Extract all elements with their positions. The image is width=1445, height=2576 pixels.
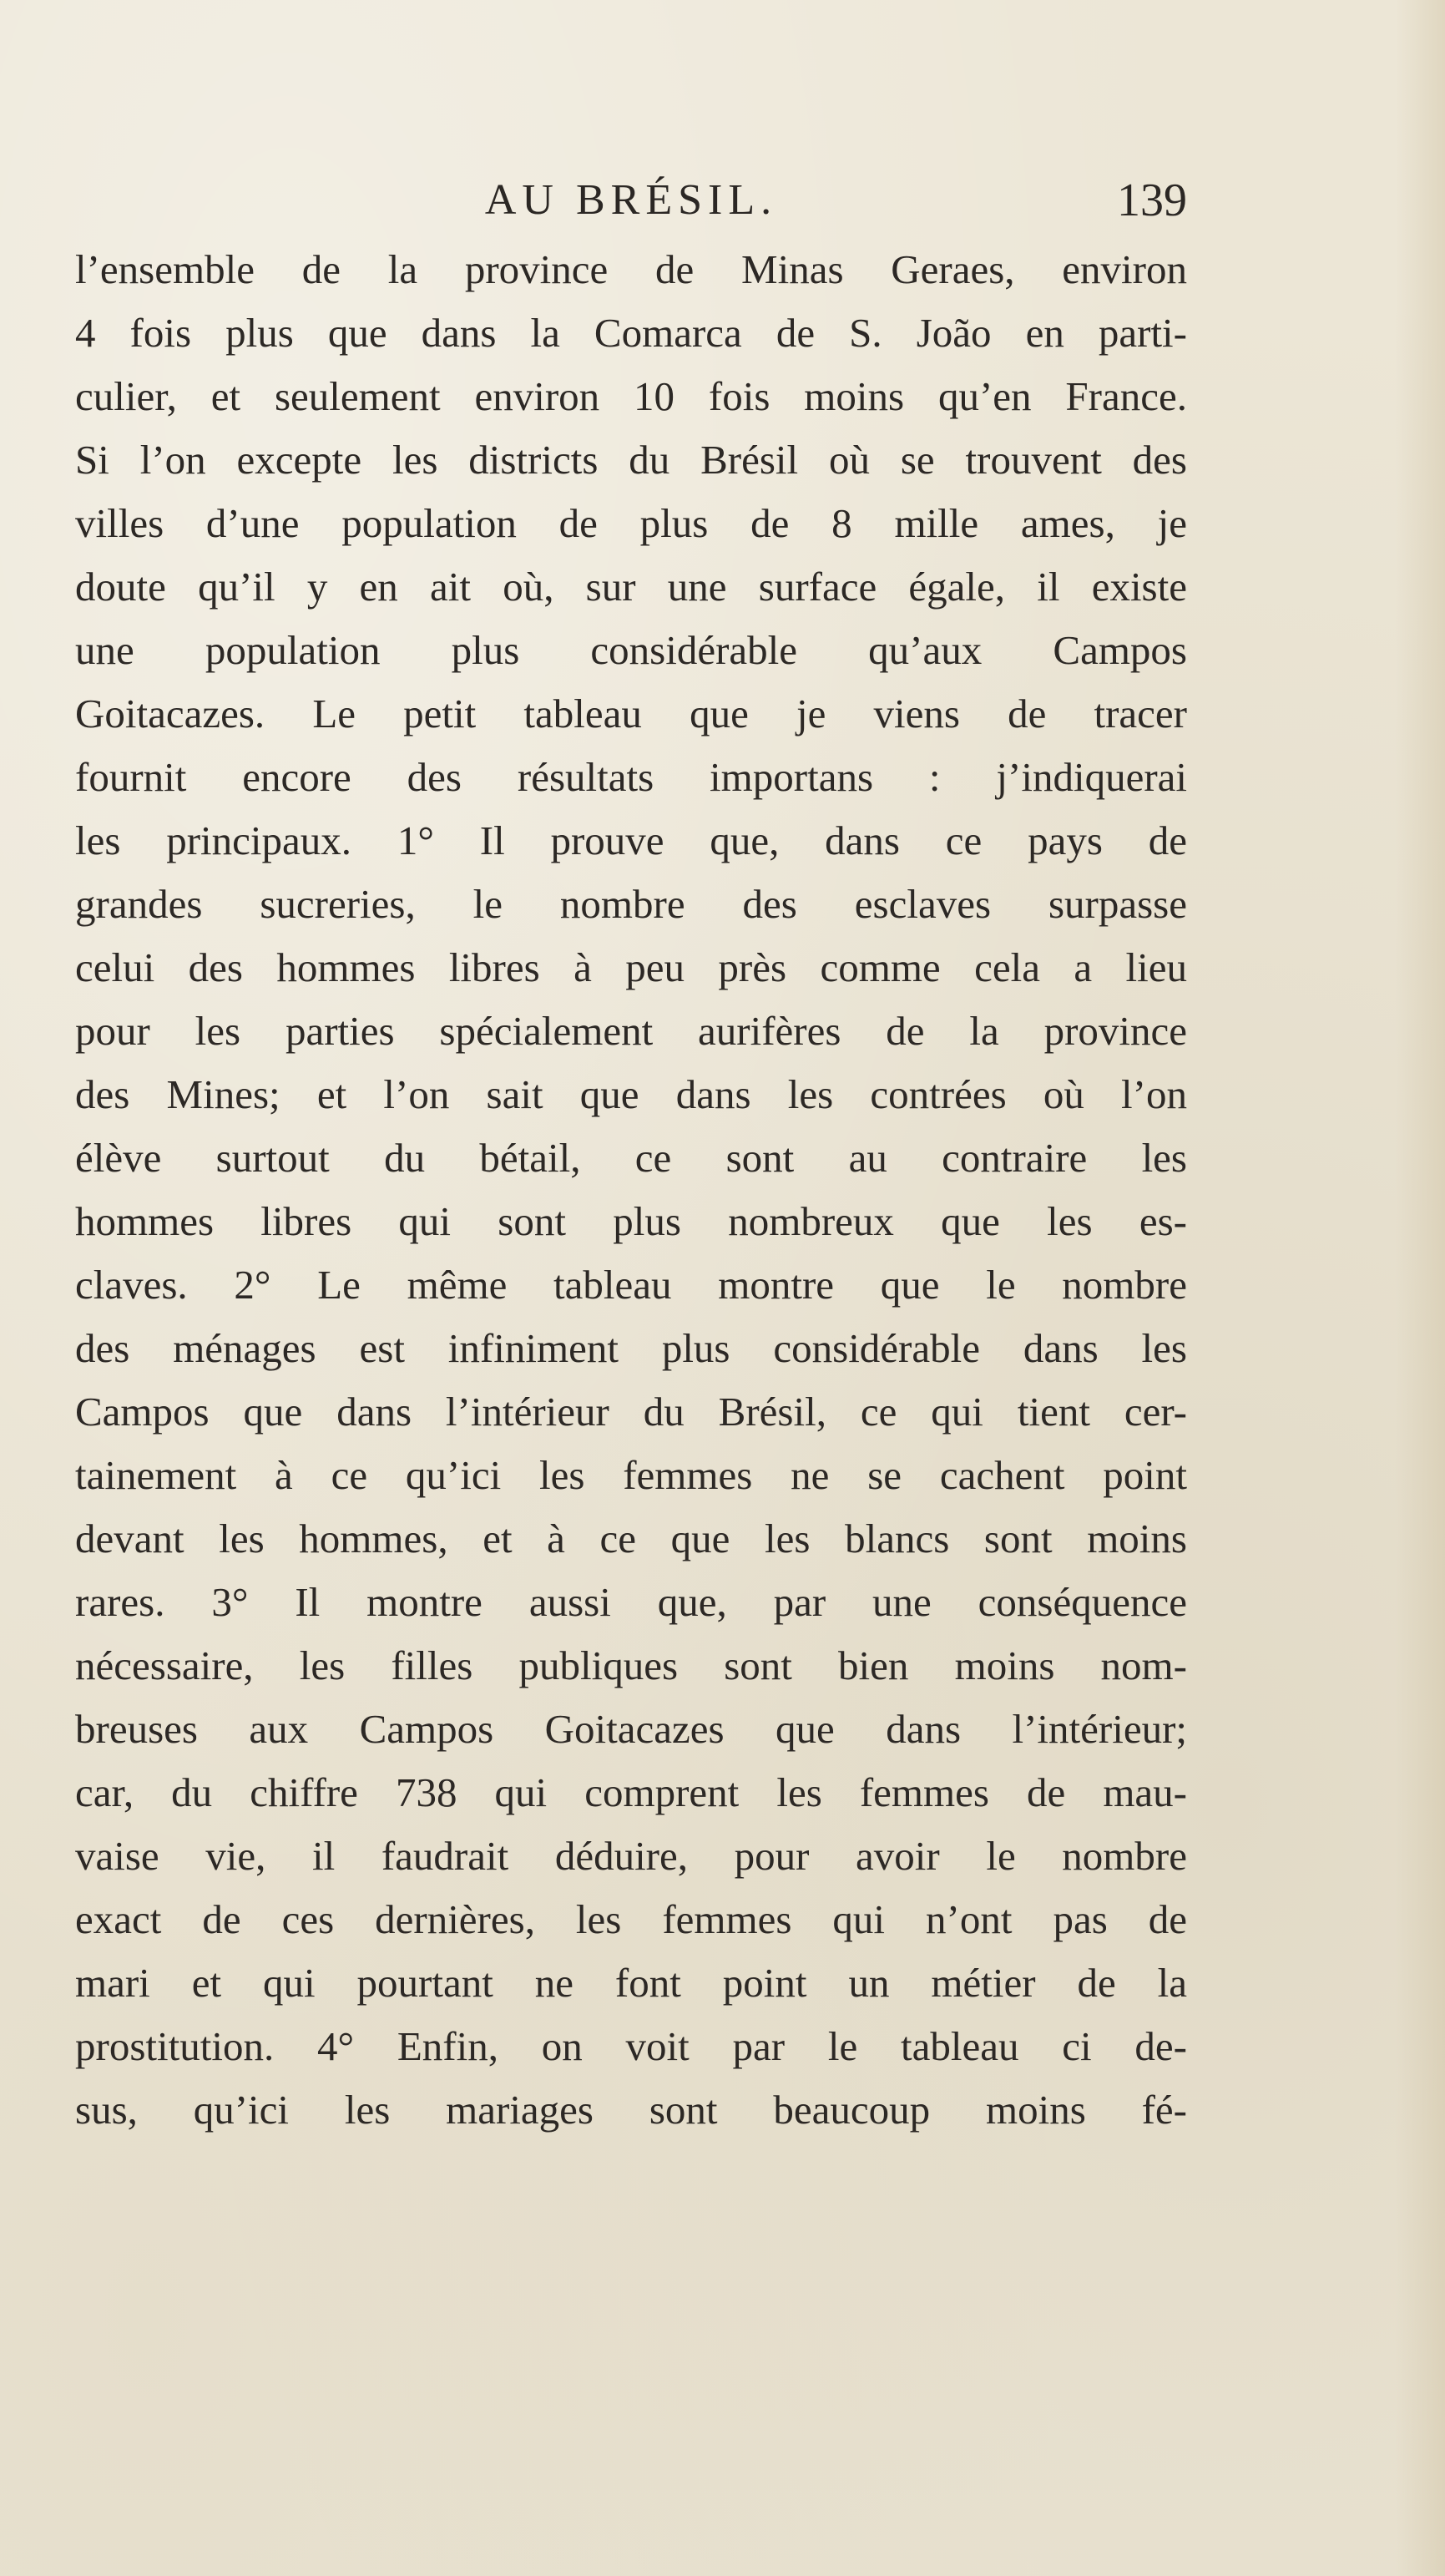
text-line: breuses aux Campos Goitacazes que dans l’intérieur; bbox=[75, 1706, 1187, 1752]
text-line: des Mines; et l’on sait que dans les contrées où l’on bbox=[75, 1071, 1187, 1117]
text-line: grandes sucreries, le nombre des esclaves surpasse bbox=[75, 881, 1187, 927]
text-line: car, du chiffre 738 qui comprent les femmes de mau- bbox=[75, 1769, 1187, 1815]
running-title: AU BRÉSIL. bbox=[484, 176, 778, 224]
text-line: prostitution. 4° Enfin, on voit par le tableau ci de- bbox=[75, 2023, 1187, 2069]
text-line: claves. 2° Le même tableau montre que le nombre bbox=[75, 1262, 1187, 1308]
text-line: devant les hommes, et à ce que les blancs sont moins bbox=[75, 1516, 1187, 1561]
text-line: exact de ces dernières, les femmes qui n’ont pas de bbox=[75, 1896, 1187, 1942]
text-line: pour les parties spécialement aurifères de la province bbox=[75, 1008, 1187, 1054]
text-line: l’ensemble de la province de Minas Geraes, environ bbox=[75, 246, 1187, 292]
text-line: des ménages est infiniment plus considérable dans les bbox=[75, 1325, 1187, 1371]
text-line: tainement à ce qu’ici les femmes ne se cachent point bbox=[75, 1452, 1187, 1498]
text-line: hommes libres qui sont plus nombreux que les es- bbox=[75, 1198, 1187, 1244]
text-line: culier, et seulement environ 10 fois moins qu’en France. bbox=[75, 373, 1187, 419]
body-text bbox=[75, 238, 1187, 2142]
page-edge-shading bbox=[1395, 0, 1445, 2576]
page-number: 139 bbox=[1117, 175, 1187, 226]
text-line: sus, qu’ici les mariages sont beaucoup moins fé- bbox=[75, 2087, 1187, 2133]
text-line: les principaux. 1° Il prouve que, dans ce pays de bbox=[75, 817, 1187, 863]
text-line: Campos que dans l’intérieur du Brésil, ce qui tient cer- bbox=[75, 1389, 1187, 1435]
text-line: vaise vie, il faudrait déduire, pour avoir le nombre bbox=[75, 1833, 1187, 1879]
text-line: fournit encore des résultats importans : j’indiquerai bbox=[75, 754, 1187, 800]
text-line: 4 fois plus que dans la Comarca de S. João en parti- bbox=[75, 310, 1187, 356]
text-line: une population plus considérable qu’aux Campos bbox=[75, 627, 1187, 673]
text-line: élève surtout du bétail, ce sont au contraire les bbox=[75, 1135, 1187, 1181]
text-line: celui des hommes libres à peu près comme cela a lieu bbox=[75, 944, 1187, 990]
text-line: doute qu’il y en ait où, sur une surface égale, il existe bbox=[75, 564, 1187, 610]
text-line: rares. 3° Il montre aussi que, par une conséquence bbox=[75, 1579, 1187, 1625]
text-line: Goitacazes. Le petit tableau que je viens de tracer bbox=[75, 691, 1187, 736]
running-head bbox=[75, 171, 1187, 230]
text-line: Si l’on excepte les districts du Brésil où se trouvent des bbox=[75, 437, 1187, 483]
text-line: villes d’une population de plus de 8 mille ames, je bbox=[75, 500, 1187, 546]
text-line: nécessaire, les filles publiques sont bien moins nom- bbox=[75, 1642, 1187, 1688]
text-line: mari et qui pourtant ne font point un métier de la bbox=[75, 1960, 1187, 2006]
